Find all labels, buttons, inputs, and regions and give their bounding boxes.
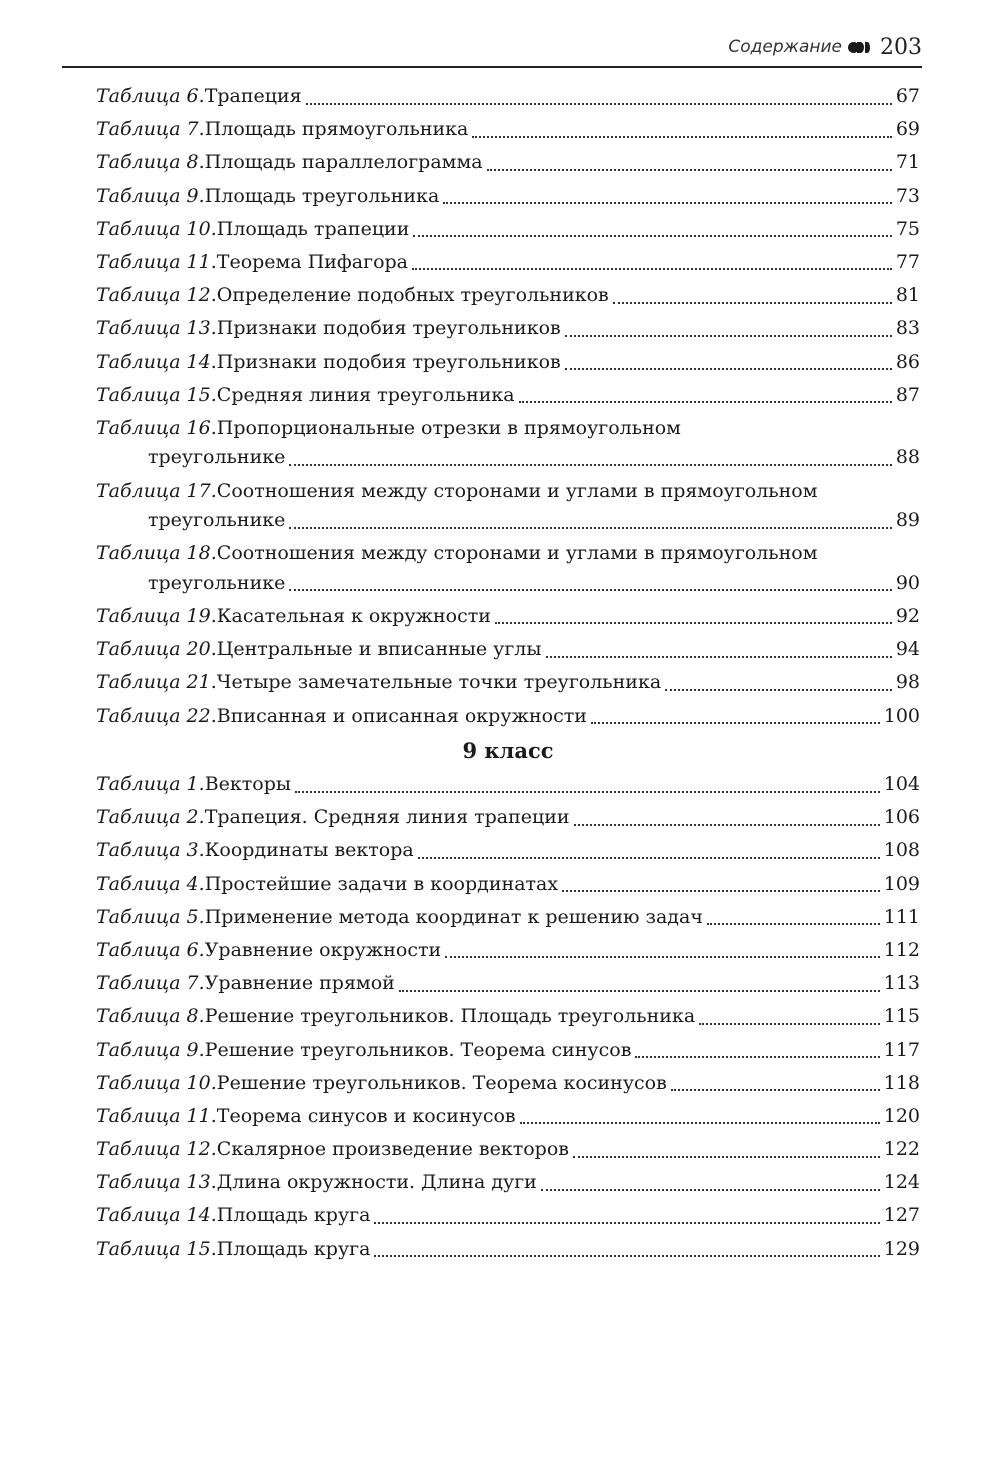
entry-title: Четыре замечательные точки треугольника [216,671,662,694]
toc-entry [96,836,920,866]
entry-label: Таблица 10. [96,1071,217,1094]
entry-page-number: 98 [895,671,920,694]
entry-page-number: 117 [883,1038,920,1061]
entry-title: Теорема синусов и косинусов [216,1104,516,1127]
entry-label: Таблица 2. [96,806,205,829]
entry-title: Определение подобных треугольников [216,284,609,307]
entry-title: Трапеция. Средняя линия трапеции [204,806,570,829]
entry-label: Таблица 3. [96,839,205,862]
entry-title: Площадь прямоугольника [204,118,469,141]
toc-grade8 [96,82,920,735]
entry-label: Таблица 7. [96,972,205,995]
toc-entry [96,870,920,900]
entry-label: Таблица 17. [96,479,217,502]
entry-page-number: 81 [895,284,920,307]
toc-entry [96,702,920,732]
toc-entry [96,770,920,800]
toc-entry [96,281,920,311]
toc-entry [96,314,920,344]
entry-label: Таблица 4. [96,872,205,895]
dot-leader [445,956,880,958]
entry-title: Векторы [204,773,292,795]
toc-entry [96,115,920,145]
dot-leader [289,589,891,591]
toc-grade9 [96,770,920,1268]
entry-label: Таблица 7. [96,118,205,141]
entry-page-number: 122 [883,1138,920,1161]
entry-title: Решение треугольников. Теорема синусов [204,1038,632,1061]
entry-page-number: 115 [883,1005,920,1028]
entry-label: Таблица 5. [96,905,205,928]
entry-page-number: 124 [883,1171,920,1194]
entry-page-number: 86 [895,350,920,373]
entry-title: Применение метода координат к решению задач [204,905,703,928]
dot-leader [289,527,891,529]
section-title: Содержание [728,37,842,57]
entry-label: Таблица 14. [96,1204,217,1227]
dot-leader [374,1222,879,1224]
entry-page-number: 108 [883,839,920,862]
dot-leader [399,990,880,992]
entry-page-number: 90 [895,571,920,594]
entry-page-number: 106 [883,806,920,829]
entry-title: Уравнение прямой [204,972,395,995]
toc-entry [96,1036,920,1066]
toc-entry [96,1069,920,1099]
entry-page-number: 88 [895,446,920,469]
toc-entry [96,82,920,112]
page-number: 203 [880,34,922,60]
toc-entry [96,381,920,411]
grade9-heading: 9 класс [462,738,554,763]
entry-label: Таблица 11. [96,250,217,273]
toc-entry [96,539,920,598]
entry-label: Таблица 9. [96,1038,205,1061]
toc-entry [96,148,920,178]
entry-page-number: 69 [895,118,920,141]
entry-page-number: 87 [895,383,920,406]
dot-leader [519,401,892,403]
entry-page-number: 71 [895,151,920,174]
entry-label: Таблица 9. [96,184,205,207]
entry-title: Вписанная и описанная окружности [216,704,587,727]
entry-label: Таблица 10. [96,217,217,240]
entry-label: Таблица 11. [96,1104,217,1127]
entry-title: Площадь параллелограмма [204,151,483,174]
entry-title: Площадь трапеции [216,217,410,240]
entry-title: Центральные и вписанные углы [216,638,542,661]
entry-page-number: 73 [895,184,920,207]
entry-title: Средняя линия треугольника [216,383,515,406]
entry-label: Таблица 12. [96,284,217,307]
entry-label: Таблица 21. [96,671,217,694]
page-header [62,28,922,68]
entry-page-number: 92 [895,604,920,627]
dot-leader [412,268,892,270]
entry-title: Соотношения между сторонами и углами в прямоугольном [216,479,818,502]
dot-leader [546,656,892,658]
entry-title-continuation: треугольнике [148,446,286,469]
entry-label: Таблица 15. [96,1237,217,1260]
toc-entry [96,1002,920,1032]
dot-leader [707,923,880,925]
entry-label: Таблица 1. [96,773,205,795]
entry-title: Площадь круга [216,1204,371,1227]
entry-label: Таблица 8. [96,151,205,174]
entry-page-number: 89 [895,509,920,532]
entry-page-number: 129 [883,1237,920,1260]
toc-entry [96,1168,920,1198]
toc-entry [96,936,920,966]
entry-label: Таблица 18. [96,542,217,565]
entry-title: Теорема Пифагора [216,250,409,273]
toc-entry [96,903,920,933]
toc-entry [96,602,920,632]
entry-page-number: 127 [883,1204,920,1227]
entry-page-number: 120 [883,1104,920,1127]
entry-title: Соотношения между сторонами и углами в прямоугольном [216,542,818,565]
entry-page-number: 109 [883,872,920,895]
toc-entry [96,668,920,698]
dot-leader [418,857,880,859]
entry-page-number: 104 [883,773,920,795]
dot-leader [374,1255,879,1257]
toc-entry [96,1102,920,1132]
entry-label: Таблица 19. [96,604,217,627]
entry-label: Таблица 12. [96,1138,217,1161]
dot-leader [520,1122,880,1124]
entry-label: Таблица 14. [96,350,217,373]
dot-leader [472,136,891,138]
entry-label: Таблица 22. [96,704,217,727]
dot-leader [295,791,880,793]
entry-title: Площадь треугольника [204,184,440,207]
toc-entry [96,1201,920,1231]
entry-label: Таблица 15. [96,383,217,406]
dot-leader [573,1156,880,1158]
toc-entry [96,635,920,665]
entry-title: Признаки подобия треугольников [216,350,561,373]
dot-leader [487,169,892,171]
dot-leader [574,824,880,826]
toc-entry [96,1235,920,1265]
entry-title: Площадь круга [216,1237,371,1260]
entry-page-number: 75 [895,217,920,240]
entry-label: Таблица 6. [96,938,205,961]
entry-page-number: 113 [883,972,920,995]
entry-title: Простейшие задачи в координатах [204,872,559,895]
entry-title: Уравнение окружности [204,938,442,961]
entry-label: Таблица 16. [96,416,217,439]
toc-entry [96,969,920,999]
toc-entry [96,215,920,245]
dot-leader [289,464,891,466]
toc-entry [96,182,920,212]
entry-page-number: 111 [883,905,920,928]
dot-leader [635,1056,879,1058]
entry-page-number: 67 [895,85,920,107]
dot-leader [699,1023,880,1025]
dot-leader [495,622,892,624]
entry-label: Таблица 8. [96,1005,205,1028]
entry-label: Таблица 6. [96,85,205,107]
dot-leader [565,368,892,370]
entry-label: Таблица 13. [96,317,217,340]
entry-page-number: 77 [895,250,920,273]
toc-entry [96,1135,920,1165]
entry-title: Решение треугольников. Площадь треугольника [204,1005,696,1028]
entry-title: Касательная к окружности [216,604,491,627]
entry-page-number: 100 [883,704,920,727]
entry-title-continuation: треугольнике [148,571,286,594]
entry-title: Трапеция [204,85,302,107]
entry-title: Пропорциональные отрезки в прямоугольном [216,416,681,439]
bullet-dots-icon [850,42,870,53]
dot-leader [443,202,892,204]
entry-page-number: 118 [883,1071,920,1094]
entry-title: Длина окружности. Длина дуги [216,1171,537,1194]
toc-entry [96,414,920,473]
entry-title: Скалярное произведение векторов [216,1138,569,1161]
dot-leader [591,722,880,724]
entry-page-number: 83 [895,317,920,340]
dot-leader [665,689,892,691]
entry-page-number: 112 [883,938,920,961]
dot-leader [413,235,891,237]
dot-leader [562,890,880,892]
dot-leader [613,302,892,304]
toc-entry [96,477,920,536]
dot-leader [306,103,892,105]
toc-entry [96,348,920,378]
dot-leader [541,1189,880,1191]
entry-title: Признаки подобия треугольников [216,317,561,340]
entry-title-continuation: треугольнике [148,509,286,532]
entry-title: Решение треугольников. Теорема косинусов [216,1071,667,1094]
dot-leader [671,1089,880,1091]
entry-label: Таблица 20. [96,638,217,661]
entry-label: Таблица 13. [96,1171,217,1194]
entry-title: Координаты вектора [204,839,414,862]
toc-entry [96,248,920,278]
dot-leader [565,335,892,337]
entry-page-number: 94 [895,638,920,661]
toc-entry [96,803,920,833]
